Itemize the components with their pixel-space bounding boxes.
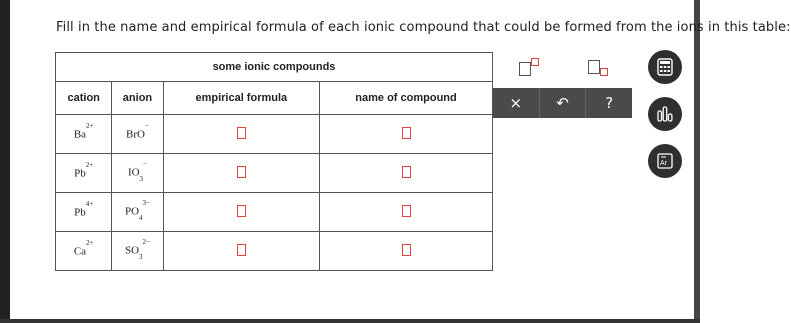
- cation-charge: 2+: [86, 239, 94, 248]
- anion-subscript: 3: [139, 174, 144, 183]
- bar-chart-icon[interactable]: [648, 97, 682, 131]
- anion-charge: −: [143, 160, 147, 169]
- table-title: some ionic compounds: [56, 53, 493, 82]
- compound-name-input[interactable]: [402, 127, 411, 139]
- cation-symbol: Pb: [74, 206, 86, 219]
- anion-subscript: 3: [139, 252, 143, 261]
- compound-name-cell: [320, 154, 493, 193]
- template-row: [493, 52, 632, 82]
- compound-name-cell: [320, 115, 493, 154]
- calculator-icon[interactable]: [648, 50, 682, 84]
- header-anion: anion: [112, 82, 163, 115]
- anion-charge: 3−: [142, 199, 150, 208]
- anion-cell: [112, 193, 163, 232]
- anion-cell: [112, 115, 163, 154]
- anion-symbol: IO: [127, 166, 140, 179]
- empirical-formula-cell: [163, 232, 319, 271]
- bottom-frame-edge: [0, 319, 700, 323]
- table-row: [56, 115, 493, 154]
- cation-symbol: Ca: [73, 245, 87, 258]
- header-name-of-compound: name of compound: [320, 82, 493, 115]
- anion-cell: [112, 154, 163, 193]
- compound-name-cell: [320, 193, 493, 232]
- header-empirical-formula: empirical formula: [163, 82, 319, 115]
- compound-name-input[interactable]: [402, 205, 411, 217]
- subscript-template-icon[interactable]: [586, 58, 608, 76]
- right-frame-edge: [694, 0, 700, 323]
- empirical-formula-input[interactable]: [237, 166, 246, 178]
- anion-charge: 2−: [142, 238, 150, 247]
- header-cation: cation: [56, 82, 112, 115]
- undo-button[interactable]: ↶: [540, 88, 587, 118]
- cation-symbol: Ba: [73, 128, 87, 141]
- instructions-text: Fill in the name and empirical formula of each ionic compound that could be formed from the ions in this table:: [56, 20, 791, 35]
- anion-cell: [112, 232, 163, 271]
- table-row: [56, 154, 493, 193]
- anion-charge: −: [144, 122, 149, 131]
- empirical-formula-cell: [163, 115, 319, 154]
- compound-name-input[interactable]: [402, 166, 411, 178]
- compound-name-input[interactable]: [402, 244, 411, 256]
- empirical-formula-input[interactable]: [237, 127, 246, 139]
- action-buttons: [493, 88, 632, 118]
- table-row: [56, 232, 493, 271]
- anion-symbol: BrO: [126, 128, 145, 141]
- cation-charge: 2+: [86, 122, 94, 131]
- cation-charge: 2+: [85, 161, 94, 170]
- compound-name-cell: [320, 232, 493, 271]
- cation-charge: 4+: [85, 200, 94, 209]
- superscript-template-icon[interactable]: [517, 58, 539, 76]
- empirical-formula-cell: [163, 193, 319, 232]
- cation-symbol: Pb: [74, 167, 86, 180]
- cation-cell: [56, 193, 112, 232]
- clear-button[interactable]: ×: [493, 88, 540, 118]
- anion-symbol: SO: [124, 244, 140, 257]
- empirical-formula-cell: [163, 154, 319, 193]
- cation-cell: [56, 115, 112, 154]
- help-button[interactable]: ?: [586, 88, 632, 118]
- empirical-formula-input[interactable]: [237, 205, 246, 217]
- cation-cell: [56, 154, 112, 193]
- anion-symbol: PO: [124, 205, 140, 218]
- periodic-table-icon[interactable]: [648, 144, 682, 178]
- empirical-formula-input[interactable]: [237, 244, 246, 256]
- cation-cell: [56, 232, 112, 271]
- formula-toolpanel: [493, 52, 632, 118]
- table-row: [56, 193, 493, 232]
- left-frame-edge: [0, 0, 10, 323]
- ionic-compounds-table: [55, 52, 493, 271]
- anion-subscript: 4: [139, 213, 143, 222]
- periodic-table-label: Ar: [660, 160, 667, 167]
